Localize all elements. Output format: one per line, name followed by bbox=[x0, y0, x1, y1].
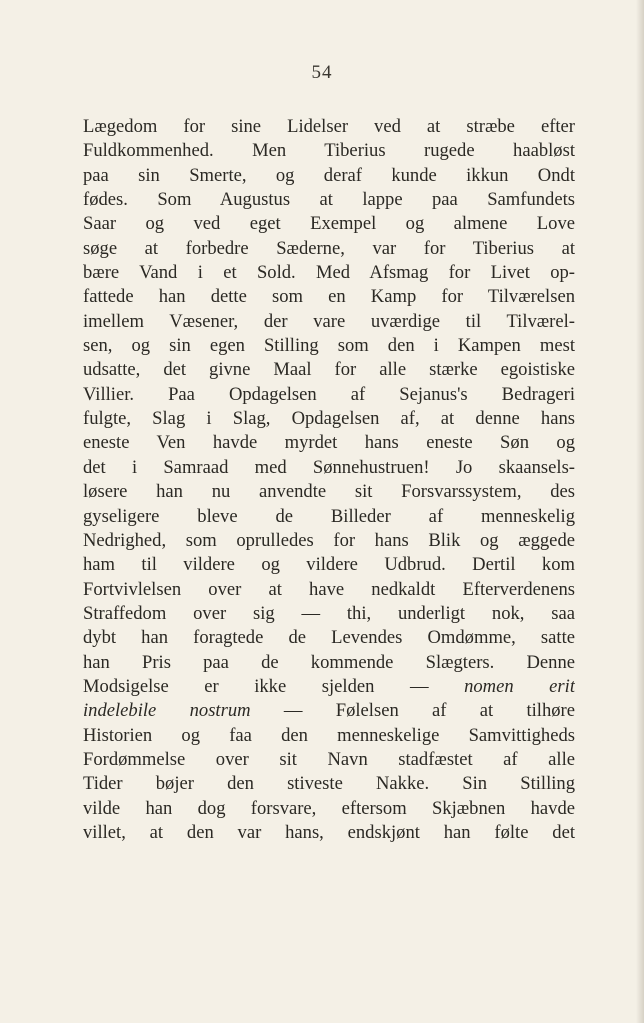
text-line: Saar og ved eget Exempel og almene Love bbox=[83, 213, 575, 235]
text-line: vilde han dog forsvare, eftersom Skjæbnen havde bbox=[83, 797, 575, 819]
text-line: ham til vildere og vildere Udbrud. Dertil kom bbox=[83, 554, 575, 576]
text-line: søge at forbedre Sæderne, var for Tiberius at bbox=[83, 237, 575, 259]
text-span: Modsigelse er ikke sjelden — bbox=[83, 675, 465, 697]
text-line: Lægedom for sine Lidelser ved at stræbe efter bbox=[83, 116, 575, 137]
text-line: dybt han foragtede de Levendes Omdømme, satte bbox=[83, 627, 575, 649]
text-line: fødes. Som Augustus at lappe paa Samfundets bbox=[83, 189, 575, 211]
text-line: gyseligere bleve de Billeder af menneskelig bbox=[83, 505, 575, 527]
text-line: udsatte, det givne Maal for alle stærke egoistiske bbox=[83, 359, 575, 381]
text-line: løsere han nu anvendte sit Forsvarssystem, des bbox=[83, 481, 575, 503]
text-line: han Pris paa de kommende Slægters. Denne bbox=[83, 651, 575, 673]
text-line: Nedrighed, som oprulledes for hans Blik og æggede bbox=[83, 529, 575, 551]
text-line: Historien og faa den menneskelige Samvittigheds bbox=[83, 724, 575, 746]
text-span: — Følelsen af at tilhøre bbox=[250, 700, 575, 722]
text-line-mixed bbox=[83, 699, 575, 723]
text-line: fulgte, Slag i Slag, Opdagelsen af, at denne hans bbox=[83, 408, 575, 430]
page-number: 54 bbox=[311, 62, 333, 83]
text-line: bære Vand i et Sold. Med Afsmag for Livet op- bbox=[83, 262, 575, 284]
text-line: Tider bøjer den stiveste Nakke. Sin Stilling bbox=[83, 773, 575, 795]
body-text bbox=[83, 115, 575, 845]
italic-phrase: nomen erit bbox=[464, 675, 575, 697]
text-line: imellem Væsener, der vare uværdige til Tilværel- bbox=[83, 310, 575, 332]
text-line: Villier. Paa Opdagelsen af Sejanus's Bedrageri bbox=[83, 383, 575, 405]
text-line: Fordømmelse over sit Navn stadfæstet af alle bbox=[83, 748, 575, 770]
text-line: sen, og sin egen Stilling som den i Kampen mest bbox=[83, 335, 575, 357]
text-line: fattede han dette som en Kamp for Tilværelsen bbox=[83, 286, 575, 308]
text-line: Fortvivlelsen over at have nedkaldt Efterverdenens bbox=[83, 578, 575, 600]
italic-phrase: indelebile nostrum bbox=[83, 700, 251, 722]
text-line-mixed bbox=[83, 675, 575, 699]
text-line: det i Samraad med Sønnehustruen! Jo skaansels- bbox=[83, 456, 575, 478]
page-edge-shadow bbox=[636, 0, 644, 1023]
text-line: Fuldkommenhed. Men Tiberius rugede haabløst bbox=[83, 140, 575, 162]
text-line: Straffedom over sig — thi, underligt nok, saa bbox=[83, 602, 575, 624]
text-line: villet, at den var hans, endskjønt han følte det bbox=[83, 821, 575, 843]
text-line: eneste Ven havde myrdet hans eneste Søn og bbox=[83, 432, 575, 454]
text-line: paa sin Smerte, og deraf kunde ikkun Ondt bbox=[83, 164, 575, 186]
